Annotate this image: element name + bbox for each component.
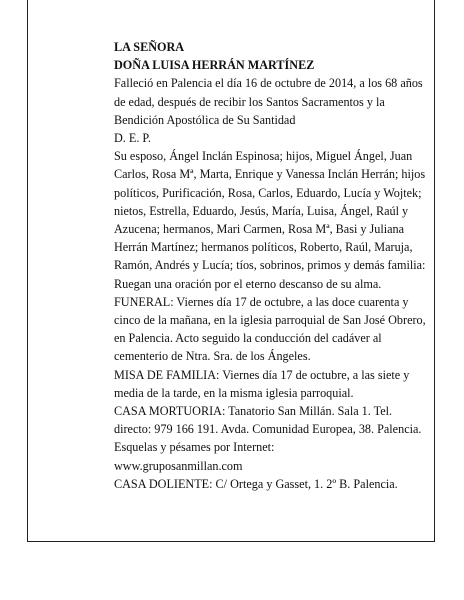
rip-line: D. E. P. <box>114 131 151 146</box>
family-mass-info: MISA DE FAMILIA: Viernes día 17 de octubre, a las siete y media de la tarde, en la misma iglesia parroquial. <box>114 367 410 400</box>
family-list: Su esposo, Ángel Inclán Espinosa; hijos, Miguel Ángel, Juan Carlos, Rosa Mª, Marta, Enrique y Vanessa Inclán Herrán; hijos políticos, Purificación, Rosa, Carlos, Eduardo, Lucía y Wojtek; nietos, Estrella, Eduardo, Jesús, María, Luisa, Ángel, Raúl y Azucena; hermanos, Mari Carmen, Rosa Mª, Basi y Juliana Herrán Martínez; hermanos políticos, Roberto, Raúl, Maruja, Ramón, Andrés y Lucía; tíos, sobrinos, primos y demás familia: <box>114 149 426 273</box>
deceased-name: DOÑA LUISA HERRÁN MARTÍNEZ <box>114 58 315 73</box>
funeral-info: FUNERAL: Viernes día 17 de octubre, a las doce cuarenta y cinco de la mañana, en la iglesia parroquial de San José Obrero, en Palencia. Acto seguido la conducción del cadáver al cementerio de Ntra. Sra. de los Ángeles. <box>114 294 426 364</box>
website-link[interactable]: www.gruposanmillan.com <box>114 458 243 473</box>
funeral-home-info: CASA MORTUORIA: Tanatorio San Millán. Sala 1. Tel. directo: 979 166 191. Avda. Comunidad Europea, 38. Palencia. <box>114 404 422 437</box>
death-announcement: Falleció en Palencia el día 16 de octubre de 2014, a los 68 años de edad, después de recibir los Santos Sacramentos y la Bendición Apostólica de Su Santidad <box>114 76 423 127</box>
notice-title: LA SEÑORA <box>114 40 185 54</box>
prayer-request: Ruegan una oración por el eterno descanso de su alma. <box>114 276 382 291</box>
family-home-info: CASA DOLIENTE: C/ Ortega y Gasset, 1. 2º B. Palencia. <box>114 476 398 491</box>
online-condolences-label: Esquelas y pésames por Internet: <box>114 440 275 455</box>
obituary-notice <box>114 38 430 493</box>
